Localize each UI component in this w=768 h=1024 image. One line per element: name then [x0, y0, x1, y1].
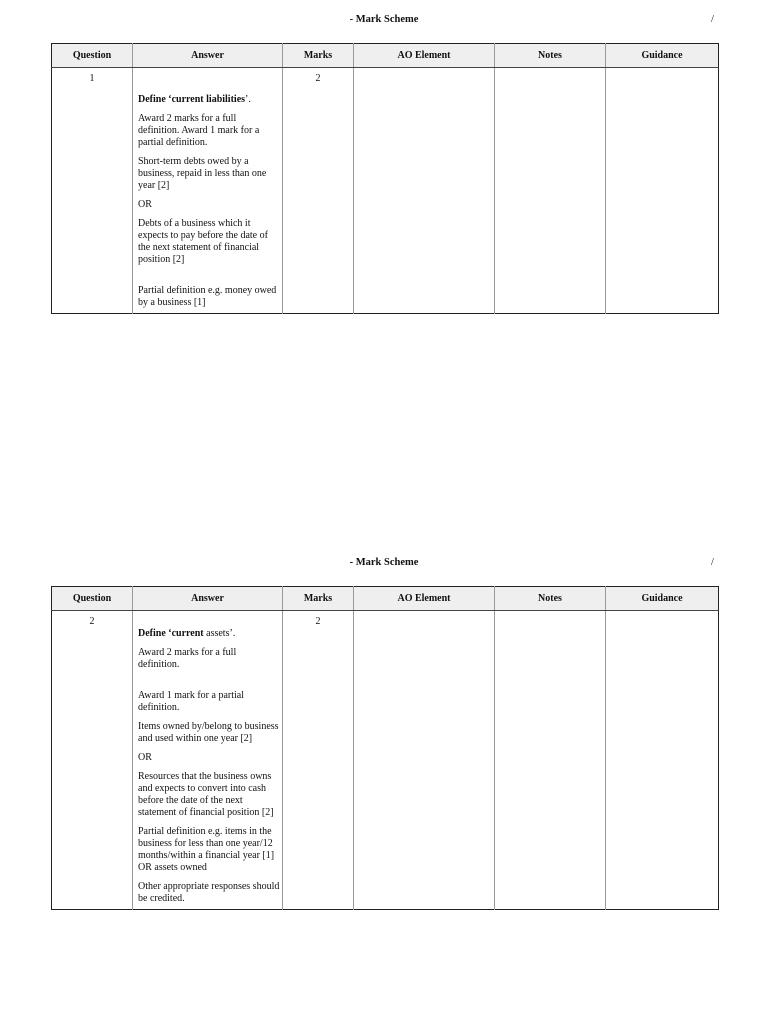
table-header-row — [52, 587, 719, 611]
guidance-cell — [606, 68, 719, 314]
other-responses-note: Other appropriate responses should be credited. — [138, 881, 280, 904]
award-full-text: Award 2 marks for a full definition. — [138, 647, 237, 670]
mark-scheme-table — [51, 43, 719, 314]
prompt-term-bold: current — [171, 628, 204, 639]
notes-cell — [495, 611, 606, 910]
prompt-prefix: Define ‘ — [138, 628, 172, 639]
definition-1: Items owned by/belong to business and used within one year [2] — [138, 721, 284, 744]
award-text: Award 2 marks for a full definition. Award 1 mark for a partial definition. — [138, 113, 260, 148]
answer-cell — [133, 68, 283, 314]
prompt-suffix: ’. — [229, 628, 236, 639]
prompt-term-rest: assets — [203, 628, 230, 639]
marks-cell: 2 — [283, 611, 354, 910]
page-header-title: - Mark Scheme — [349, 14, 419, 25]
answer-prompt — [138, 613, 280, 640]
answer-cell — [133, 611, 283, 910]
partial-definition: Partial definition e.g. items in the business for less than one year/12 months/within a financial year [1] OR assets owned — [138, 826, 275, 873]
column-header-guidance: Guidance — [606, 587, 719, 611]
page-header-title: - Mark Scheme — [349, 557, 419, 568]
column-header-notes: Notes — [495, 44, 606, 68]
page-header-mark: / — [711, 14, 714, 25]
ao-element-cell — [354, 611, 495, 910]
table-row — [52, 611, 719, 910]
column-header-answer: Answer — [133, 44, 283, 68]
column-header-answer: Answer — [133, 587, 283, 611]
prompt-suffix: ’. — [245, 94, 251, 105]
table-row — [52, 68, 719, 314]
notes-cell — [495, 68, 606, 314]
guidance-cell — [606, 611, 719, 910]
answer-prompt — [138, 83, 280, 106]
definition-2: Resources that the business owns and expects to convert into cash before the date of the next statement of financial position [2] — [138, 771, 274, 818]
question-number: 2 — [89, 616, 95, 627]
column-header-notes: Notes — [495, 587, 606, 611]
mark-scheme-table — [51, 586, 719, 910]
or-text: OR — [138, 752, 152, 763]
column-header-question: Question — [52, 44, 133, 68]
prompt-prefix: Define ‘ — [138, 94, 172, 105]
column-header-guidance: Guidance — [606, 44, 719, 68]
partial-definition: Partial definition e.g. money owed by a business [1] — [138, 285, 277, 308]
column-header-question: Question — [52, 587, 133, 611]
column-header-ao-element: AO Element — [354, 587, 495, 611]
column-header-marks: Marks — [283, 587, 354, 611]
or-text: OR — [138, 199, 152, 210]
prompt-term: current liabilities — [171, 94, 246, 105]
column-header-ao-element: AO Element — [354, 44, 495, 68]
page-header-mark: / — [711, 557, 714, 568]
definition-1: Short-term debts owed by a business, repaid in less than one year [2] — [138, 156, 267, 191]
column-header-marks: Marks — [283, 44, 354, 68]
marks-cell: 2 — [283, 68, 354, 314]
table-header-row — [52, 44, 719, 68]
question-number: 1 — [89, 73, 95, 84]
award-partial-text: Award 1 mark for a partial definition. — [138, 690, 244, 713]
ao-element-cell — [354, 68, 495, 314]
definition-2: Debts of a business which it expects to pay before the date of the next statement of financial position [2] — [138, 218, 268, 265]
